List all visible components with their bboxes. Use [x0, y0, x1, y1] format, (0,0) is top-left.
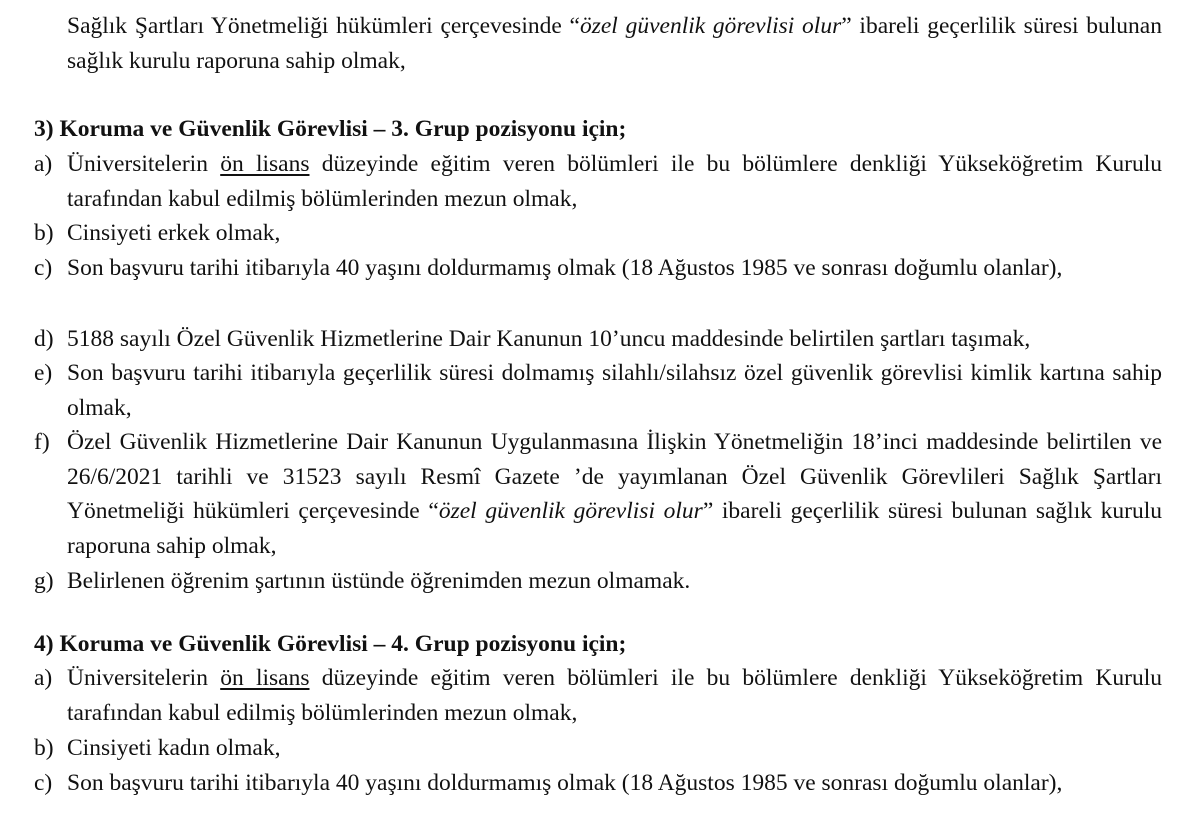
item-text: Üniversitelerin — [67, 665, 221, 691]
item-label: a) — [34, 151, 53, 177]
group4-heading: 4) Koruma ve Güvenlik Görevlisi – 4. Grup pozisyonu için; — [34, 631, 627, 657]
intro-italic-text: özel güvenlik görevlisi olur — [579, 13, 842, 39]
group3-item-b — [34, 216, 1162, 251]
item-text: 5188 sayılı Özel Güvenlik Hizmetlerine Dair Kanunun 10’uncu maddesinde belirtilen şartları taşımak, — [67, 326, 1031, 352]
group3-item-f — [34, 425, 1162, 563]
intro-text-2: ” ibareli geçerlilik süresi bulunan sağlık kurulu raporuna sahip olmak, — [67, 13, 1162, 74]
group4-item-b — [34, 731, 1162, 766]
group3-item-e — [34, 356, 1162, 425]
item-label: g) — [34, 568, 54, 594]
group3-item-g — [34, 564, 1162, 599]
item-text: Özel Güvenlik Hizmetlerine Dair Kanunun Uygulanmasına İlişkin Yönetmeliğin 18’inci maddesinde belirtilen ve 26/6/2021 tarihli ve 31523 sayılı Resmî Gazete ’de yayımlanan Özel Güvenlik Görevlileri Sağlık Şartları Yönetmeliği hükümleri çerçevesinde “ — [67, 429, 1162, 524]
item-label: a) — [34, 665, 53, 691]
item-label: e) — [34, 360, 53, 386]
item-text: Son başvuru tarihi itibarıyla 40 yaşını doldurmamış olmak (18 Ağustos 1985 ve sonrası doğumlu olanlar), — [67, 770, 1063, 796]
item-underlined-text: ön lisans — [220, 151, 310, 177]
group3-heading: 3) Koruma ve Güvenlik Görevlisi – 3. Grup pozisyonu için; — [34, 116, 627, 142]
item-label: c) — [34, 255, 53, 281]
group3-item-a — [34, 147, 1162, 216]
group4-item-a — [34, 661, 1162, 730]
item-text: Cinsiyeti erkek olmak, — [67, 220, 281, 246]
item-text: ” ibareli geçerlilik süresi bulunan sağlık kurulu raporuna sahip olmak, — [67, 498, 1162, 559]
item-text: Son başvuru tarihi itibarıyla geçerlilik süresi dolmamış silahlı/silahsız özel güvenlik görevlisi kimlik kartına sahip olmak, — [67, 360, 1162, 421]
item-underlined-text: ön lisans — [220, 665, 310, 691]
item-label: f) — [34, 429, 50, 455]
item-italic-text: özel güvenlik görevlisi olur — [438, 498, 703, 524]
intro-paragraph — [67, 9, 1162, 78]
item-text: düzeyinde eğitim veren bölümleri ile bu bölümlere denkliği Yükseköğretim Kurulu tarafından kabul edilmiş bölümlerinden mezun olmak, — [67, 665, 1162, 726]
item-text: Cinsiyeti kadın olmak, — [67, 735, 281, 761]
item-label: d) — [34, 326, 54, 352]
item-label: c) — [34, 770, 53, 796]
item-text: Belirlenen öğrenim şartının üstünde öğrenimden mezun olmamak. — [67, 568, 691, 594]
group3-item-c — [34, 251, 1162, 286]
intro-text-1: Sağlık Şartları Yönetmeliği hükümleri çerçevesinde “ — [67, 13, 580, 39]
item-text: düzeyinde eğitim veren bölümleri ile bu bölümlere denkliği Yükseköğretim Kurulu tarafından kabul edilmiş bölümlerinden mezun olmak, — [67, 151, 1162, 212]
group4-item-c — [34, 766, 1162, 801]
group3-item-d — [34, 322, 1162, 357]
item-label: b) — [34, 220, 54, 246]
item-label: b) — [34, 735, 54, 761]
item-text: Üniversitelerin — [67, 151, 221, 177]
item-text: Son başvuru tarihi itibarıyla 40 yaşını doldurmamış olmak (18 Ağustos 1985 ve sonrası doğumlu olanlar), — [67, 255, 1063, 281]
